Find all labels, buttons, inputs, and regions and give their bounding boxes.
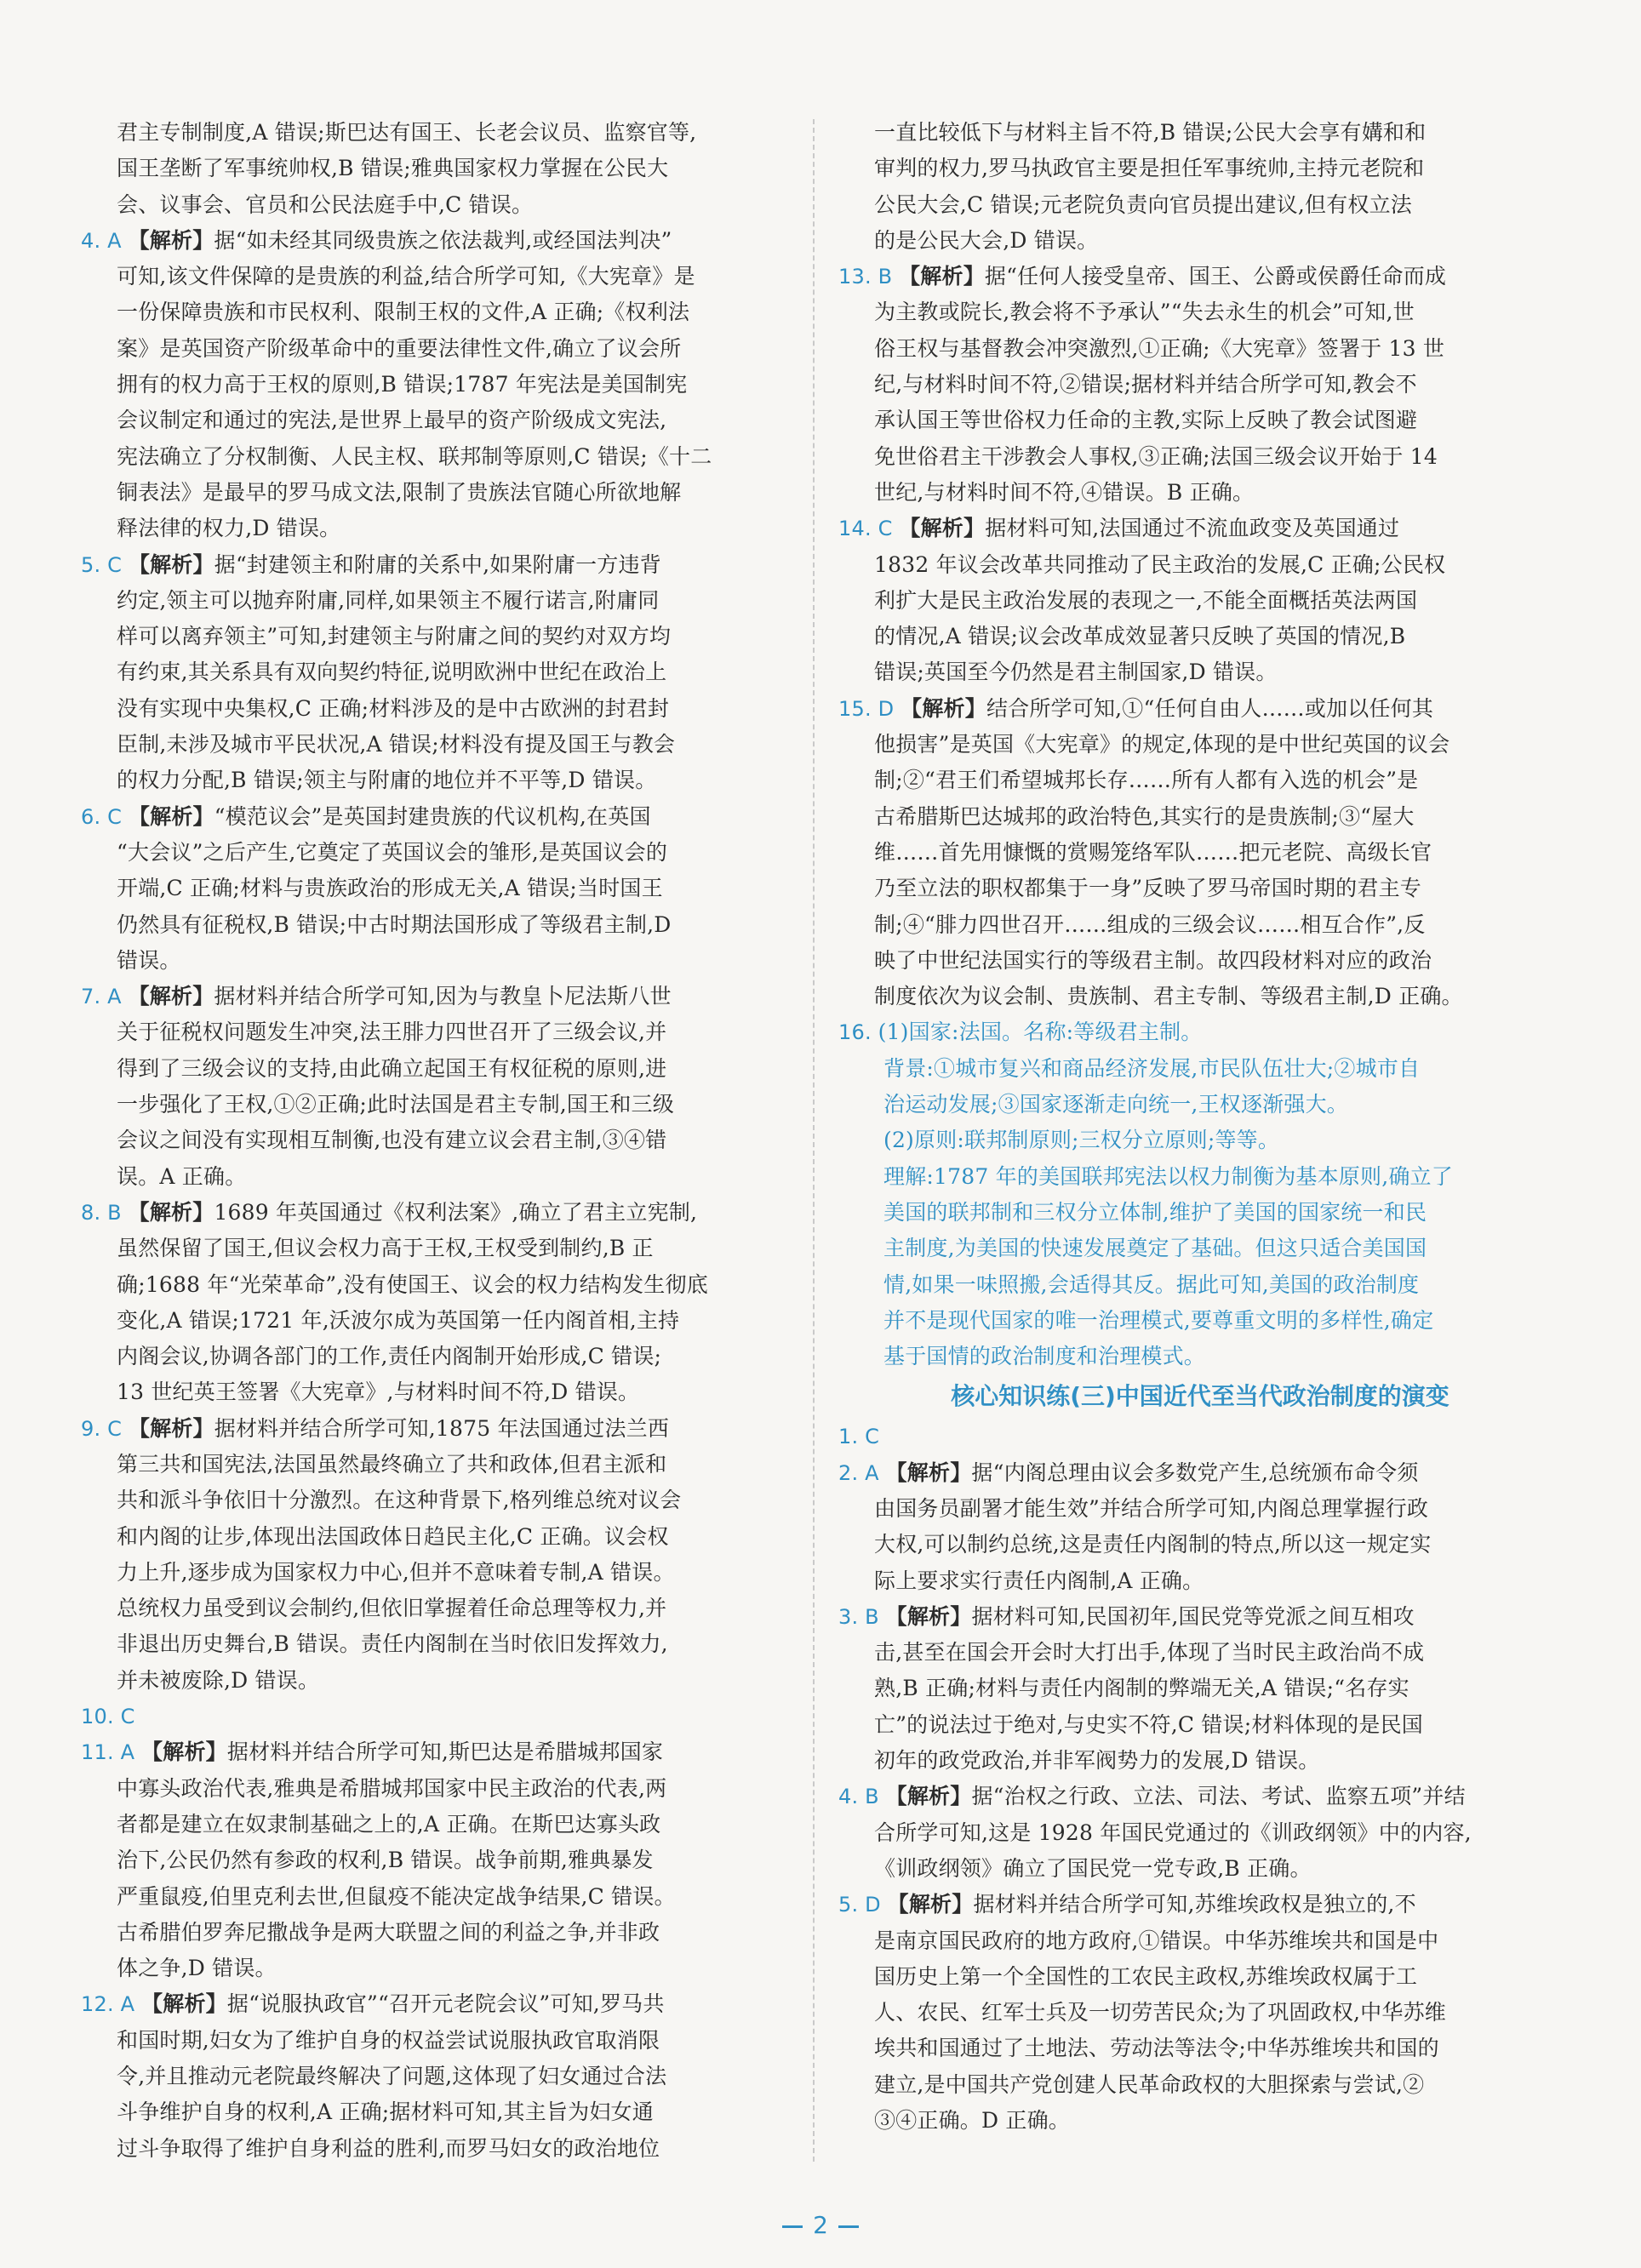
answer-choice: A xyxy=(120,1992,142,2017)
answer-line xyxy=(81,2023,787,2059)
analysis-tag: 【解析】 xyxy=(128,1199,214,1225)
answer-text: 据材料并结合所学可知,1875 年法国通过法兰西 xyxy=(214,1415,670,1441)
answer-item xyxy=(81,547,787,583)
answer-text: 君主专制制度,A 错误;斯巴达有国王、长老会议员、监察官等, xyxy=(117,120,697,145)
answer-choice: A xyxy=(107,228,129,253)
answer-text: 据“内阁总理由议会多数党产生,总统颁布命令须 xyxy=(971,1460,1419,1485)
answer-line xyxy=(81,1807,787,1842)
answer-line xyxy=(81,151,787,186)
answer-text: 国历史上第一个全国性的工农民主政权,苏维埃政权属于工 xyxy=(874,1963,1418,1989)
answer-line xyxy=(838,1635,1562,1671)
answer-line xyxy=(81,1123,787,1158)
answer-choice: C xyxy=(878,517,900,541)
answer-text: 斗争维护自身的权利,A 正确;据材料可知,其主旨为妇女通 xyxy=(117,2099,654,2125)
answer-text: (2)原则:联邦制原则;三权分立原则;等等。 xyxy=(883,1128,1280,1153)
answer-line xyxy=(838,835,1562,871)
answer-line xyxy=(81,1591,787,1626)
analysis-tag: 【解析】 xyxy=(885,1460,972,1485)
answer-text: 第三共和国宪法,法国虽然最终确立了共和政体,但君主派和 xyxy=(117,1451,667,1477)
answer-line xyxy=(81,187,787,223)
answer-text: 确;1688 年“光荣革命”,没有使国王、议会的权力结构发生彻底 xyxy=(117,1271,708,1297)
question-number: 16. xyxy=(838,1020,878,1045)
question-number: 14. xyxy=(838,517,878,541)
answer-text: 变化,A 错误;1721 年,沃波尔成为英国第一任内阁首相,主持 xyxy=(117,1307,680,1333)
answer-line xyxy=(81,1771,787,1807)
answer-line xyxy=(81,1087,787,1123)
answer-text: 令,并且推动元老院最终解决了问题,这体现了妇女通过合法 xyxy=(117,2064,667,2089)
answer-item xyxy=(838,259,1562,294)
answer-line xyxy=(838,223,1562,259)
answer-text: 由国务员副署才能生效”并结合所学可知,内阁总理掌握行政 xyxy=(874,1495,1429,1521)
answer-text: 者都是建立在奴隶制基础之上的,A 正确。在斯巴达寡头政 xyxy=(117,1811,661,1837)
answer-text: 1689 年英国通过《权利法案》,确立了君主立宪制, xyxy=(214,1199,698,1225)
analysis-tag: 【解析】 xyxy=(128,1415,214,1441)
answer-choice: B xyxy=(865,1604,886,1629)
answer-text: 人、农民、红军士兵及一切劳苦民众;为了巩固政权,中华苏维 xyxy=(874,2000,1446,2025)
answer-text: 击,甚至在国会开会时大打出手,体现了当时民主政治尚不成 xyxy=(874,1640,1425,1665)
answer-text: 错误。 xyxy=(117,947,181,973)
answer-line xyxy=(81,654,787,690)
question-number: 5. xyxy=(81,552,108,577)
question-number: 3. xyxy=(838,1604,866,1629)
answer-line xyxy=(838,654,1562,690)
answer-choice: C xyxy=(107,804,129,829)
analysis-tag: 【解析】 xyxy=(128,551,214,577)
answer-line xyxy=(81,367,787,403)
answer-text: 制度依次为议会制、贵族制、君主专制、等级君主制,D 正确。 xyxy=(874,984,1463,1009)
answer-text: 据“任何人接受皇帝、国王、公爵或侯爵任命而成 xyxy=(984,264,1447,289)
answer-text: (1)国家:法国。名称:等级君主制。 xyxy=(878,1020,1203,1045)
answer-item xyxy=(838,1599,1562,1635)
answer-line xyxy=(838,619,1562,654)
answer-line xyxy=(838,583,1562,619)
answer-line xyxy=(81,1339,787,1374)
answer-text: 情,如果一味照搬,会适得其反。据此可知,美国的政治制度 xyxy=(883,1271,1420,1297)
answer-line xyxy=(81,1842,787,1878)
answer-text: 共和派斗争依旧十分激烈。在这种背景下,格列维总统对议会 xyxy=(117,1488,682,1513)
answer-text: 据“说服执政官”“召开元老院会议”可知,罗马共 xyxy=(226,1991,665,2017)
analysis-tag: 【解析】 xyxy=(128,803,214,829)
answer-item xyxy=(81,1734,787,1770)
answer-text: “大会议”之后产生,它奠定了英国议会的雏形,是英国议会的 xyxy=(117,839,668,865)
answer-line xyxy=(838,1159,1562,1195)
answer-text: 合所学可知,这是 1928 年国民党通过的《训政纲领》中的内容, xyxy=(874,1820,1472,1845)
answer-line xyxy=(838,1815,1562,1851)
answer-item xyxy=(81,223,787,259)
answer-line xyxy=(838,1303,1562,1339)
answer-text: 的情况,A 错误;议会改革成效显著只反映了英国的情况,B xyxy=(874,624,1406,649)
answer-line xyxy=(838,294,1562,330)
question-number: 4. xyxy=(81,228,108,253)
answer-line xyxy=(838,1563,1562,1599)
answer-line xyxy=(838,1195,1562,1231)
answer-text: 初年的政党政治,并非军阀势力的发展,D 错误。 xyxy=(874,1748,1320,1774)
answer-choice: C xyxy=(865,1425,880,1449)
answer-line xyxy=(81,1879,787,1915)
answer-line xyxy=(81,691,787,727)
answer-line xyxy=(838,1051,1562,1087)
answer-line xyxy=(81,2094,787,2130)
answer-line xyxy=(81,1447,787,1482)
answer-line xyxy=(81,1231,787,1266)
answer-text: 维……首先用慷慨的赏赐笼络军队……把元老院、高级长官 xyxy=(874,839,1432,865)
answer-line xyxy=(838,2103,1562,2139)
answer-line xyxy=(838,1339,1562,1374)
answer-line xyxy=(81,475,787,511)
analysis-tag: 【解析】 xyxy=(899,264,985,289)
answer-text: 力上升,逐步成为国家权力中心,但并不意味着专制,A 错误。 xyxy=(117,1559,675,1585)
answer-choice: A xyxy=(120,1740,142,1765)
answer-text: 免世俗君主干涉教会人事权,③正确;法国三级会议开始于 14 xyxy=(874,443,1438,469)
answer-line xyxy=(838,367,1562,403)
answer-text: 有约束,其关系具有双向契约特征,说明欧洲中世纪在政治上 xyxy=(117,660,667,685)
answer-item xyxy=(81,1986,787,2022)
question-number: 9. xyxy=(81,1416,108,1441)
answer-line xyxy=(81,439,787,475)
answer-text: 际上要求实行责任内阁制,A 正确。 xyxy=(874,1568,1204,1593)
answer-text: 仍然具有征税权,B 错误;中古时期法国形成了等级君主制,D xyxy=(117,911,672,937)
analysis-tag: 【解析】 xyxy=(141,1740,227,1765)
answer-line xyxy=(838,2067,1562,2103)
answer-line xyxy=(81,2059,787,2094)
answer-text: 承认国王等世俗权力任命的主教,实际上反映了教会试图避 xyxy=(874,408,1418,433)
page-number xyxy=(0,2211,1641,2239)
answer-text: 据材料可知,法国通过不流血政变及英国通过 xyxy=(985,516,1400,541)
answer-line xyxy=(838,871,1562,906)
answer-line xyxy=(838,151,1562,186)
answer-text: 世纪,与材料时间不符,④错误。B 正确。 xyxy=(874,479,1255,505)
answer-choice: B xyxy=(107,1200,129,1225)
answer-line xyxy=(838,1527,1562,1562)
answer-text: 治运动发展;③国家逐渐走向统一,王权逐渐强大。 xyxy=(883,1092,1348,1117)
answer-text: 案》是英国资产阶级革命中的重要法律性文件,确立了议会所 xyxy=(117,335,682,361)
answer-text: 会议之间没有实现相互制衡,也没有建立议会君主制,③④错 xyxy=(117,1128,667,1153)
question-number: 6. xyxy=(81,804,108,829)
answer-item xyxy=(838,691,1562,727)
answer-text: 并不是现代国家的唯一治理模式,要尊重文明的多样性,确定 xyxy=(883,1307,1434,1333)
answer-line xyxy=(81,259,787,294)
answer-text: 俗王权与基督教会冲突激烈,①正确;《大宪章》签署于 13 世 xyxy=(874,335,1445,361)
answer-text: 理解:1787 年的美国联邦宪法以权力制衡为基本原则,确立了 xyxy=(883,1163,1453,1189)
answer-text: 会议制定和通过的宪法,是世界上最早的资产阶级成文宪法, xyxy=(117,408,667,433)
answer-text: 和国时期,妇女为了维护自身的权益尝试说服执政官取消限 xyxy=(117,2027,660,2053)
answer-text: 宪法确立了分权制衡、人民主权、联邦制等原则,C 错误;《十二 xyxy=(117,443,712,469)
answer-item xyxy=(838,1779,1562,1814)
answer-text: 一步强化了王权,①②正确;此时法国是君主专制,国王和三级 xyxy=(117,1092,674,1117)
answer-text: 体之争,D 错误。 xyxy=(117,1956,277,1981)
answer-choice: B xyxy=(878,265,900,289)
answer-line xyxy=(838,547,1562,583)
left-column xyxy=(81,115,787,2167)
answer-text: 13 世纪英王签署《大宪章》,与材料时间不符,D 错误。 xyxy=(117,1380,640,1405)
answer-line xyxy=(838,187,1562,223)
answer-text: 铜表法》是最早的罗马成文法,限制了贵族法官随心所欲地解 xyxy=(117,479,682,505)
answer-line xyxy=(838,1087,1562,1123)
question-number: 5. xyxy=(838,1893,866,1917)
answer-line xyxy=(838,1959,1562,1995)
answer-text: 得到了三级会议的支持,由此确立起国王有权征税的原则,进 xyxy=(117,1055,667,1081)
page-dash-right xyxy=(838,2225,859,2228)
answer-text: 过斗争取得了维护自身利益的胜利,而罗马妇女的政治地位 xyxy=(117,2135,660,2161)
answer-text: 制;②“君王们希望城邦长存……所有人都有入选的机会”是 xyxy=(874,768,1419,793)
answer-text: 埃共和国通过了土地法、劳动法等法令;中华苏维埃共和国的 xyxy=(874,2036,1439,2061)
answer-text: 据“如未经其同级贵族之依法裁判,或经国法判决” xyxy=(214,227,672,253)
answer-line xyxy=(838,1671,1562,1706)
answer-text: 可知,该文件保障的是贵族的利益,结合所学可知,《大宪章》是 xyxy=(117,264,695,289)
section-title: 核心知识练(三)中国近代至当代政治制度的演变 xyxy=(951,1382,1449,1411)
answer-text: 内阁会议,协调各部门的工作,责任内阁制开始形成,C 错误; xyxy=(117,1344,662,1369)
answer-text: 并未被废除,D 错误。 xyxy=(117,1667,320,1693)
answer-choice: A xyxy=(107,985,129,1009)
analysis-tag: 【解析】 xyxy=(141,1991,227,2017)
answer-text: 的权力分配,B 错误;领主与附庸的地位并不平等,D 错误。 xyxy=(117,768,657,793)
answer-text: 他损害”是英国《大宪章》的规定,体现的是中世纪英国的议会 xyxy=(874,732,1450,757)
answer-text: 亡”的说法过于绝对,与史实不符,C 错误;材料体现的是民国 xyxy=(874,1711,1423,1737)
answer-text: 映了中世纪法国实行的等级君主制。故四段材料对应的政治 xyxy=(874,947,1432,973)
answer-text: 据材料并结合所学可知,苏维埃政权是独立的,不 xyxy=(973,1892,1416,1917)
answer-text: 没有实现中央集权,C 正确;材料涉及的是中古欧洲的封君封 xyxy=(117,695,670,721)
answer-line xyxy=(81,943,787,979)
answer-item xyxy=(838,1887,1562,1922)
answer-line xyxy=(81,727,787,763)
answer-text: 一直比较低下与材料主旨不符,B 错误;公民大会享有媾和和 xyxy=(874,120,1427,145)
question-number: 8. xyxy=(81,1200,108,1225)
answer-choice: C xyxy=(120,1705,135,1729)
question-number: 12. xyxy=(81,1992,121,2017)
answer-text: 总统权力虽受到议会制约,但依旧掌握着任命总理等权力,并 xyxy=(117,1596,667,1621)
question-number: 15. xyxy=(838,696,878,721)
answer-line xyxy=(81,1374,787,1410)
answer-text: 结合所学可知,①“任何自由人……或加以任何其 xyxy=(986,695,1434,721)
right-column xyxy=(838,115,1562,2139)
answer-line xyxy=(838,1267,1562,1303)
answer-line xyxy=(838,1123,1562,1158)
answer-text: 误。A 正确。 xyxy=(117,1163,247,1189)
answer-line xyxy=(81,619,787,654)
page-dash-left xyxy=(782,2225,803,2228)
answer-text: 关于征税权问题发生冲突,法王腓力四世召开了三级会议,并 xyxy=(117,1020,667,1045)
answer-item xyxy=(81,1411,787,1447)
answer-line xyxy=(81,1663,787,1699)
answer-text: 纪,与材料时间不符,②错误;据材料并结合所学可知,教会不 xyxy=(874,372,1417,397)
answer-line xyxy=(838,115,1562,151)
analysis-tag: 【解析】 xyxy=(901,695,986,721)
answer-line xyxy=(838,439,1562,475)
answer-text: 严重鼠疫,伯里克利去世,但鼠疫不能决定战争结果,C 错误。 xyxy=(117,1883,676,1909)
answer-text: 虽然保留了国王,但议会权力高于王权,王权受到制约,B 正 xyxy=(117,1236,654,1261)
answer-item xyxy=(838,1014,1562,1050)
answer-line xyxy=(838,727,1562,763)
answer-text: 会、议事会、官员和公民法庭手中,C 错误。 xyxy=(117,191,534,217)
answer-text: 利扩大是民主政治发展的表现之一,不能全面概括英法两国 xyxy=(874,587,1418,613)
answer-line xyxy=(81,403,787,438)
answer-line xyxy=(81,115,787,151)
answer-text: 背景:①城市复兴和商品经济发展,市民队伍壮大;②城市自 xyxy=(883,1055,1421,1081)
answer-line xyxy=(81,871,787,906)
answer-line xyxy=(838,331,1562,367)
answer-line xyxy=(81,763,787,798)
answer-text: 国王垄断了军事统帅权,B 错误;雅典国家权力掌握在公民大 xyxy=(117,156,669,181)
answer-text: 据“封建领主和附庸的关系中,如果附庸一方违背 xyxy=(214,551,661,577)
answer-line xyxy=(838,943,1562,979)
answer-item xyxy=(81,799,787,835)
answer-text: 治下,公民仍然有参政的权利,B 错误。战争前期,雅典暴发 xyxy=(117,1848,654,1873)
answer-choice: D xyxy=(865,1893,888,1917)
answer-line xyxy=(838,1743,1562,1779)
answer-line xyxy=(838,475,1562,511)
question-number: 11. xyxy=(81,1740,121,1765)
answer-item xyxy=(838,511,1562,546)
answer-line xyxy=(81,331,787,367)
answer-line xyxy=(81,511,787,546)
answer-text: 建立,是中国共产党创建人民革命政权的大胆探索与尝试,② xyxy=(874,2071,1425,2097)
answer-text: 是南京国民政府的地方政府,①错误。中华苏维埃共和国是中 xyxy=(874,1928,1439,1953)
question-number: 1. xyxy=(838,1425,866,1449)
answer-line xyxy=(81,835,787,871)
answer-text: 据材料并结合所学可知,因为与教皇卜尼法斯八世 xyxy=(214,984,672,1009)
answer-line xyxy=(81,583,787,619)
answer-text: 美国的联邦制和三权分立体制,维护了美国的国家统一和民 xyxy=(883,1199,1427,1225)
answer-text: “模范议会”是英国封建贵族的代议机构,在英国 xyxy=(214,803,651,829)
answer-text: 和内阁的让步,体现出法国政体日趋民主化,C 正确。议会权 xyxy=(117,1523,669,1549)
answer-text: 为主教或院长,教会将不予承认”“失去永生的机会”可知,世 xyxy=(874,300,1415,325)
question-number: 2. xyxy=(838,1460,866,1485)
question-number: 4. xyxy=(838,1785,866,1809)
answer-line xyxy=(838,1995,1562,2031)
answer-line xyxy=(838,1491,1562,1527)
answer-line xyxy=(81,1951,787,1986)
answer-text: 样可以离弃领主”可知,封建领主与附庸之间的契约对双方均 xyxy=(117,624,672,649)
answer-line xyxy=(838,1851,1562,1887)
answer-line xyxy=(81,2131,787,2167)
analysis-tag: 【解析】 xyxy=(128,984,214,1009)
answer-line xyxy=(81,294,787,330)
answer-text: 臣制,未涉及城市平民状况,A 错误;材料没有提及国王与教会 xyxy=(117,732,676,757)
answer-line xyxy=(838,1923,1562,1959)
answer-line xyxy=(838,1707,1562,1743)
answer-choice: C xyxy=(107,1416,129,1441)
answer-text: 古希腊斯巴达城邦的政治特色,其实行的是贵族制;③“屋大 xyxy=(874,803,1415,829)
answer-item xyxy=(81,1195,787,1231)
analysis-tag: 【解析】 xyxy=(885,1603,972,1629)
answer-text: 中寡头政治代表,雅典是希腊城邦国家中民主政治的代表,两 xyxy=(117,1775,667,1801)
answer-text: 乃至立法的职权都集于一身”反映了罗马帝国时期的君主专 xyxy=(874,876,1421,901)
answer-item xyxy=(838,1419,1562,1454)
answer-text: 《训政纲领》确立了国民党一党专政,B 正确。 xyxy=(874,1855,1312,1881)
answer-line xyxy=(81,1915,787,1951)
answer-text: 据材料可知,民国初年,国民党等党派之间互相攻 xyxy=(971,1603,1415,1629)
answer-text: 的是公民大会,D 错误。 xyxy=(874,227,1099,253)
answer-line xyxy=(81,1159,787,1195)
question-number: 13. xyxy=(838,265,878,289)
analysis-tag: 【解析】 xyxy=(128,227,214,253)
answer-text: 释法律的权力,D 错误。 xyxy=(117,516,341,541)
answer-choice: A xyxy=(865,1460,886,1485)
answer-line xyxy=(81,1051,787,1087)
answer-line xyxy=(81,1303,787,1339)
answer-line xyxy=(81,1014,787,1050)
answer-text: 熟,B 正确;材料与责任内阁制的弊端无关,A 错误;“名存实 xyxy=(874,1676,1409,1701)
answer-line xyxy=(838,2031,1562,2066)
answer-line xyxy=(81,1555,787,1591)
answer-text: 拥有的权力高于王权的原则,B 错误;1787 年宪法是美国制宪 xyxy=(117,372,688,397)
answer-text: 主制度,为美国的快速发展奠定了基础。但这只适合美国国 xyxy=(883,1236,1427,1261)
answer-text: 基于国情的政治制度和治理模式。 xyxy=(883,1344,1206,1369)
answer-line xyxy=(838,1231,1562,1266)
answer-item xyxy=(838,1455,1562,1491)
answer-line xyxy=(81,1267,787,1303)
answer-line xyxy=(838,907,1562,943)
answer-text: 审判的权力,罗马执政官主要是担任军事统帅,主持元老院和 xyxy=(874,156,1425,181)
answer-text: 据材料并结合所学可知,斯巴达是希腊城邦国家 xyxy=(226,1740,664,1765)
answer-text: 大权,可以制约总统,这是责任内阁制的特点,所以这一规定实 xyxy=(874,1532,1432,1557)
answer-text: 一份保障贵族和市民权利、限制王权的文件,A 正确;《权利法 xyxy=(117,300,690,325)
answer-text: 1832 年议会改革共同推动了民主政治的发展,C 正确;公民权 xyxy=(874,551,1446,577)
answer-line xyxy=(81,907,787,943)
question-number: 10. xyxy=(81,1705,121,1729)
analysis-tag: 【解析】 xyxy=(885,1784,972,1809)
answer-text: ③④正确。D 正确。 xyxy=(874,2108,1070,2134)
page-number-value: 2 xyxy=(813,2211,828,2239)
answer-line xyxy=(838,403,1562,438)
answer-text: 制;④“腓力四世召开……组成的三级会议……相互合作”,反 xyxy=(874,911,1426,937)
answer-item xyxy=(81,1699,787,1734)
answer-text: 约定,领主可以抛弃附庸,同样,如果领主不履行诺言,附庸同 xyxy=(117,587,660,613)
answer-choice: B xyxy=(865,1785,886,1809)
answer-choice: D xyxy=(878,696,901,721)
analysis-tag: 【解析】 xyxy=(899,516,986,541)
answer-choice: C xyxy=(107,552,129,577)
answer-item xyxy=(81,979,787,1014)
answer-line xyxy=(838,763,1562,798)
answer-text: 开端,C 正确;材料与贵族政治的形成无关,A 错误;当时国王 xyxy=(117,876,663,901)
answer-line xyxy=(838,799,1562,835)
answer-text: 古希腊伯罗奔尼撒战争是两大联盟之间的利益之争,并非政 xyxy=(117,1919,660,1945)
answer-line xyxy=(81,1482,787,1518)
answer-text: 错误;英国至今仍然是君主制国家,D 错误。 xyxy=(874,660,1278,685)
answer-text: 公民大会,C 错误;元老院负责向官员提出建议,但有权立法 xyxy=(874,191,1412,217)
answer-text: 据“治权之行政、立法、司法、考试、监察五项”并结 xyxy=(971,1784,1466,1809)
column-divider xyxy=(813,119,815,2162)
analysis-tag: 【解析】 xyxy=(887,1892,974,1917)
answer-line xyxy=(838,979,1562,1014)
answer-text: 非退出历史舞台,B 错误。责任内阁制在当时依旧发挥效力, xyxy=(117,1631,668,1657)
answer-line xyxy=(81,1519,787,1555)
answer-line xyxy=(81,1626,787,1662)
question-number: 7. xyxy=(81,985,108,1009)
